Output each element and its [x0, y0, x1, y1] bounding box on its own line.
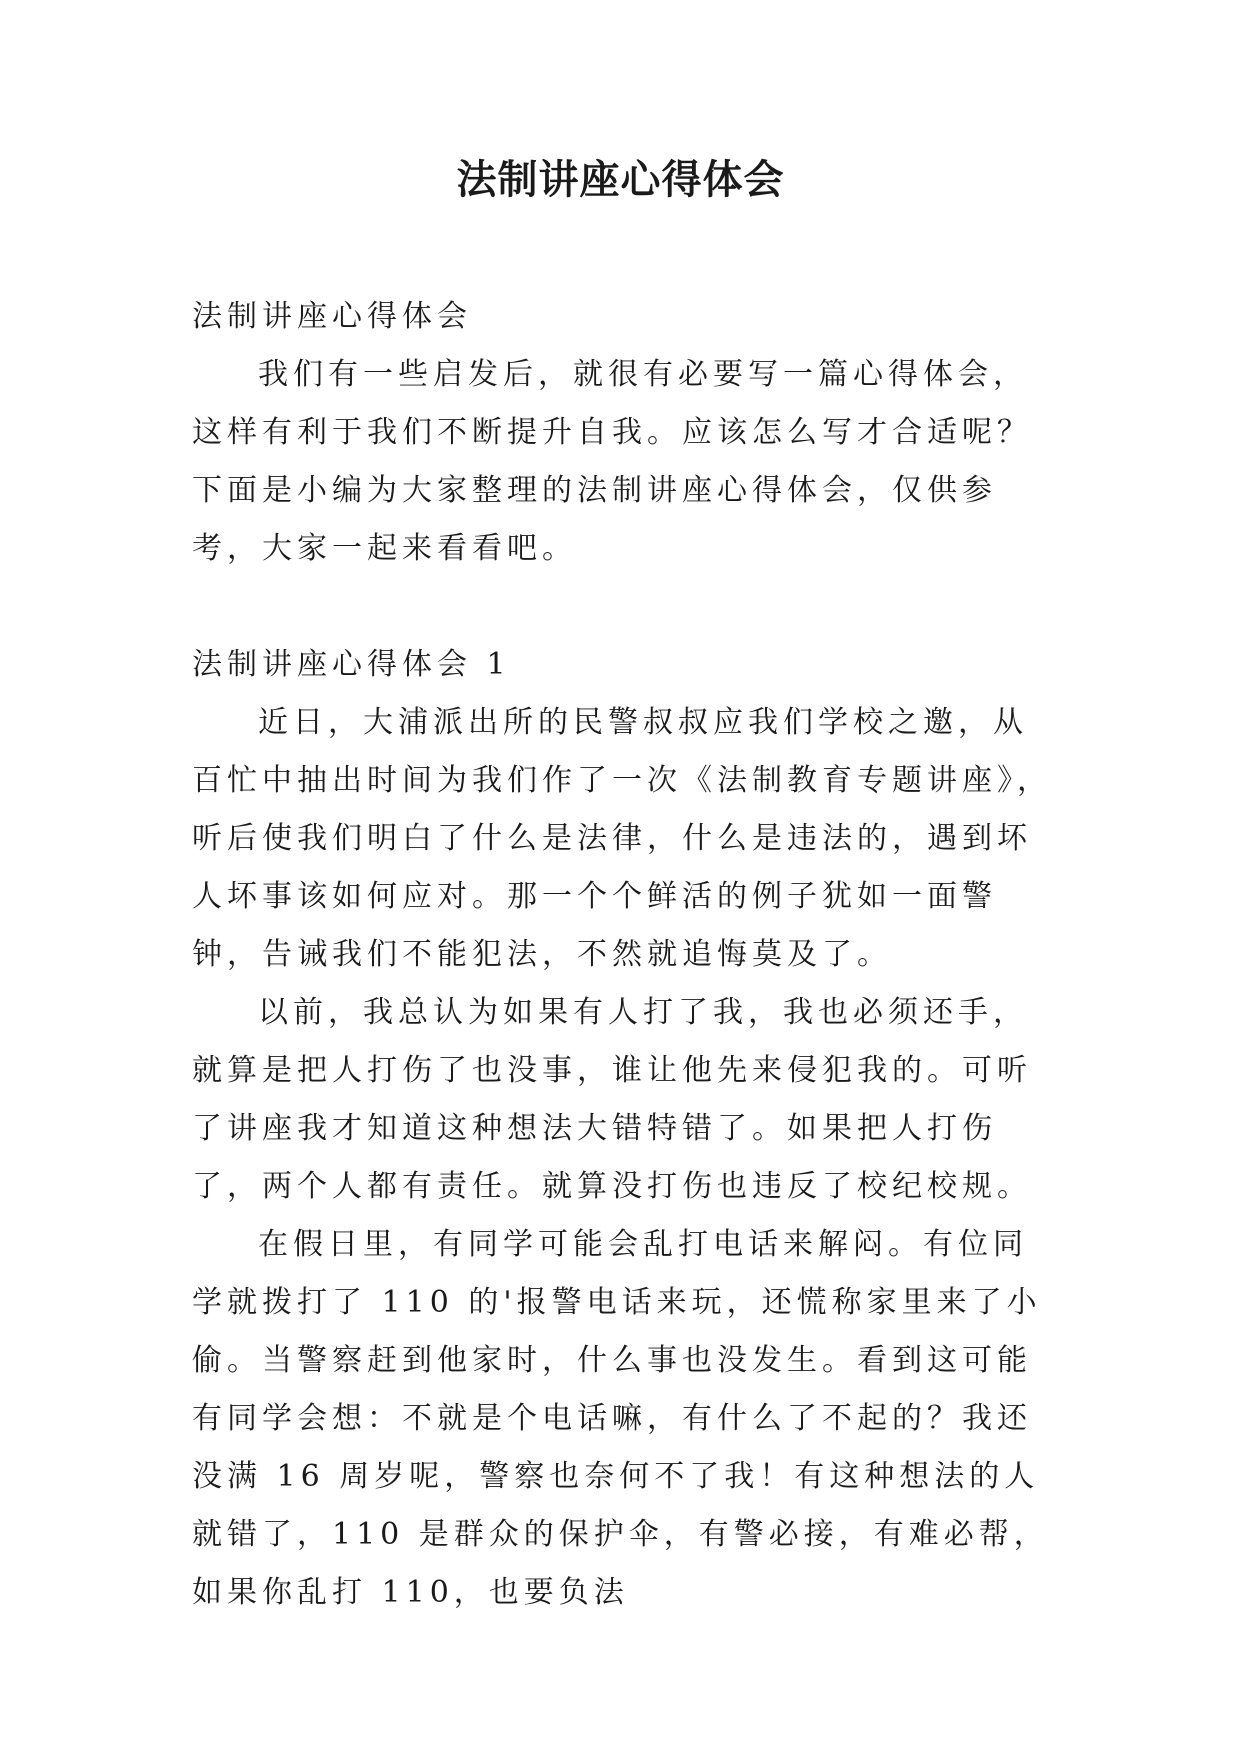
intro-paragraph: 我们有一些启发后，就很有必要写一篇心得体会，这样有利于我们不断提升自我。应该怎么写才合适呢？下面是小编为大家整理的法制讲座心得体会，仅供参考，大家一起来看看吧。: [192, 357, 1032, 566]
section1-paragraph-3: 在假日里，有同学可能会乱打电话来解闷。有位同学就拨打了 110 的'报警电话来玩，还慌称家里来了小偷。当警察赶到他家时，什么事也没发生。看到这可能有同学会想：不就是个电话嘛，有什么了不起的？我还没满 16 周岁呢，警察也奈何不了我！有这种想法的人就错了，110 是群众的保护伞，有警必接，有难必帮，如果你乱打 110，也要负法: [192, 1227, 1049, 1610]
section-spacer: [192, 578, 1062, 636]
intro-heading: 法制讲座心得体会: [192, 299, 472, 334]
section1-heading: 法制讲座心得体会 1: [192, 647, 511, 682]
section1-paragraph-2: 以前，我总认为如果有人打了我，我也必须还手，就算是把人打伤了也没事，谁让他先来侵犯我的。可听了讲座我才知道这种想法大错特错了。如果把人打伤了，两个人都有责任。就算没打伤也违反了校纪校规。: [192, 995, 1032, 1204]
document-title: 法制讲座心得体会: [456, 156, 785, 203]
document-body: [192, 288, 1062, 1622]
section1-paragraph-1: 近日，大浦派出所的民警叔叔应我们学校之邀，从百忙中抽出时间为我们作了一次《法制教育专题讲座》，听后使我们明白了什么是法律，什么是违法的，遇到坏人坏事该如何应对。那一个个鲜活的例子犹如一面警钟，告诫我们不能犯法，不然就追悔莫及了。: [192, 705, 1052, 972]
